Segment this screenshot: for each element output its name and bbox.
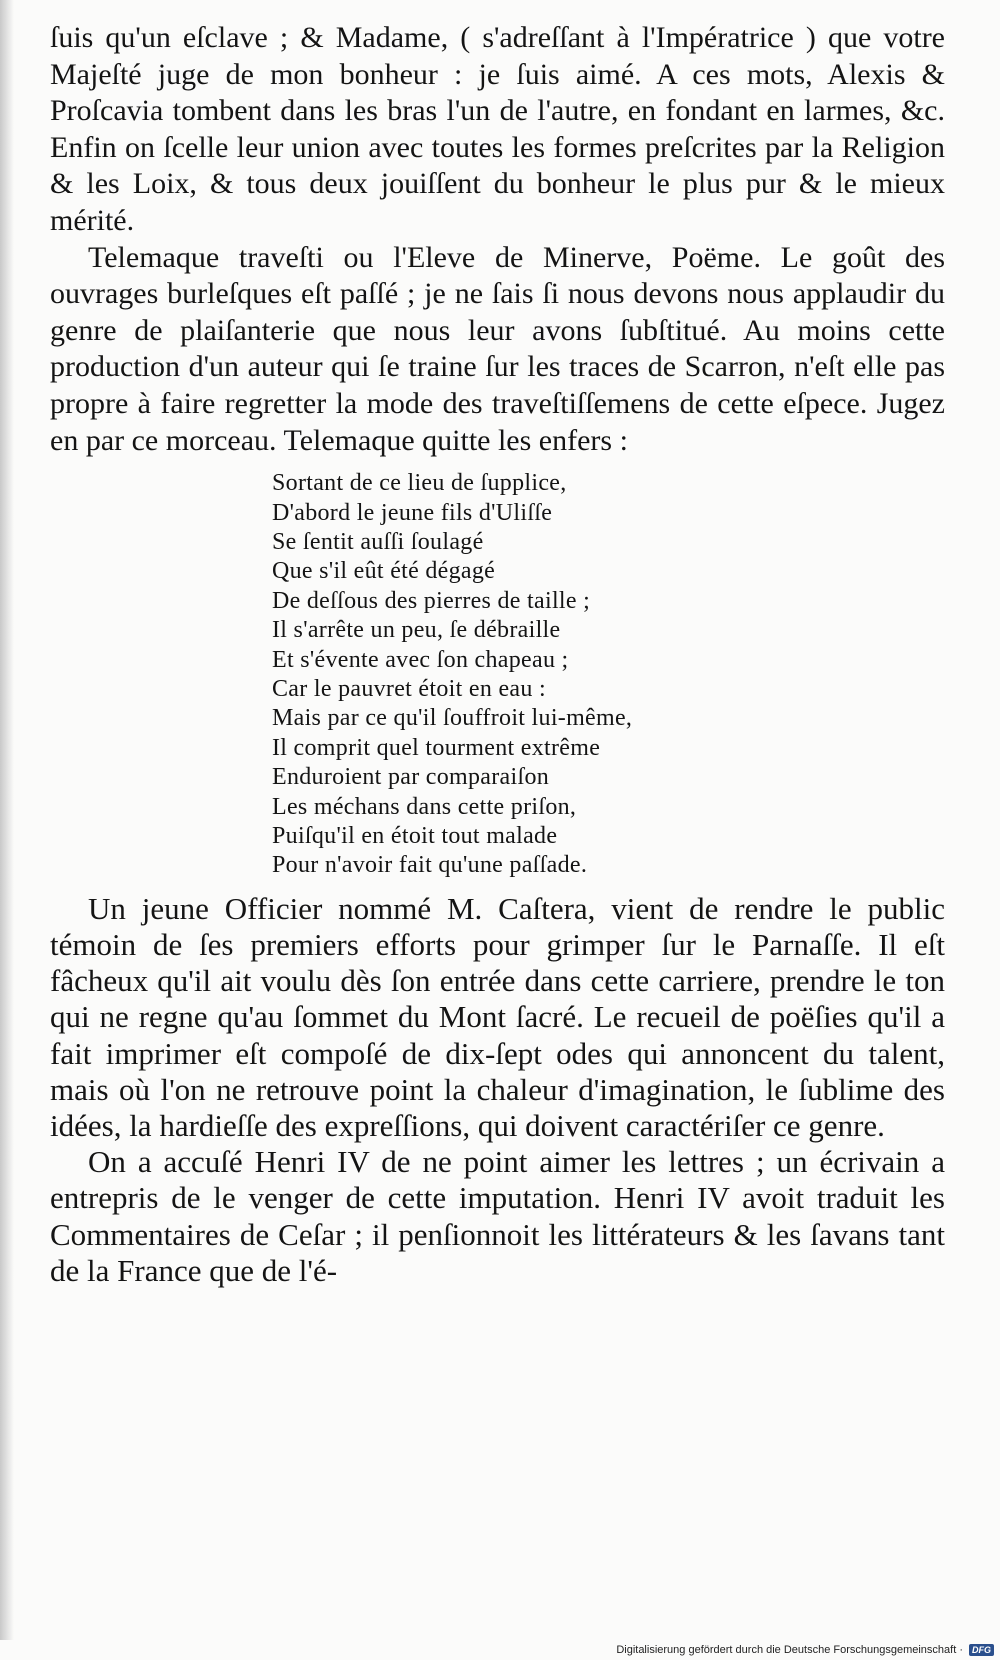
verse-block xyxy=(272,469,945,881)
verse-line: Pour n'avoir fait qu'une paſſade. xyxy=(272,852,588,879)
verse-line: Sortant de ce lieu de ſupplice, xyxy=(272,470,567,497)
scan-shadow xyxy=(0,0,14,1640)
verse-line: Il s'arrête un peu, ſe débraille xyxy=(272,617,561,644)
verse-line: De deſſous des pierres de taille ; xyxy=(272,587,591,614)
verse-line: Les méchans dans cette priſon, xyxy=(272,793,577,820)
verse-line: Puiſqu'il en étoit tout malade xyxy=(272,823,558,849)
paragraph-4: On a accuſé Henri IV de ne point aimer les lettres ; un écrivain a entrepris de le venger de cette imputation. Henri IV avoit traduit les Commentaires de Ceſar ; il penſionnoit les littérateurs & les ſavans tant de la France que de l'é- xyxy=(50,1144,945,1288)
verse-line: Et s'évente avec ſon chapeau ; xyxy=(272,646,569,673)
paragraph-3: Un jeune Officier nommé M. Caſtera, vient de rendre le public témoin de ſes premiers efforts pour grimper ſur le Parnaſſe. Il eſt fâcheux qu'il ait voulu dès ſon entrée dans cette carriere, prendre le ton qui ne regne qu'au ſommet du Mont ſacré. Le recueil de poëſies qu'il a fait imprimer eſt compoſé de dix-ſept odes qui annoncent du talent, mais où l'on ne retrouve point la chaleur d'imagination, le ſublime des idées, la hardieſſe des expreſſions, qui doivent caractériſer ce genre. xyxy=(50,890,945,1144)
verse-line: Il comprit quel tourment extrême xyxy=(272,734,601,761)
verse-line: Se ſentit auſſi ſoulagé xyxy=(272,528,484,555)
verse-line: Car le pauvret étoit en eau : xyxy=(272,675,546,702)
page-text xyxy=(50,20,945,1289)
verse-line: Enduroient par comparaiſon xyxy=(272,764,550,791)
footer-credit: Digitalisierung gefördert durch die Deutsche Forschungsgemeinschaft · xyxy=(616,1644,963,1656)
digitization-footer xyxy=(616,1644,994,1656)
verse-line: D'abord le jeune fils d'Uliſſe xyxy=(272,499,553,526)
verse-line: Mais par ce qu'il ſouffroit lui-même, xyxy=(272,705,633,732)
verse-line: Que s'il eût été dégagé xyxy=(272,558,496,585)
paragraph-1: ſuis qu'un eſclave ; & Madame, ( s'adreſſant à l'Impératrice ) que votre Majeſté juge de mon bonheur : je ſuis aimé. A ces mots, Alexis & Proſcavia tombent dans les bras l'un de l'autre, en fondant en larmes, &c. Enfin on ſcelle leur union avec toutes les formes preſcrites par la Religion & les Loix, & tous deux jouiſſent du bonheur le plus pur & le mieux mérité. xyxy=(50,21,945,237)
dfg-logo-icon: DFG xyxy=(969,1644,994,1656)
paragraph-2: Telemaque traveſti ou l'Eleve de Minerve, Poëme. Le goût des ouvrages burleſques eſt paſſé ; je ne ſais ſi nous devons nous applaudir du genre de plaiſanterie que nous leur avons ſubſtitué. Au moins cette production d'un auteur qui ſe traine ſur les traces de Scarron, n'eſt elle pas propre à faire regretter la mode des traveſtiſſemens de cette eſpece. Jugez en par ce morceau. Telemaque quitte les enfers : xyxy=(50,240,945,457)
